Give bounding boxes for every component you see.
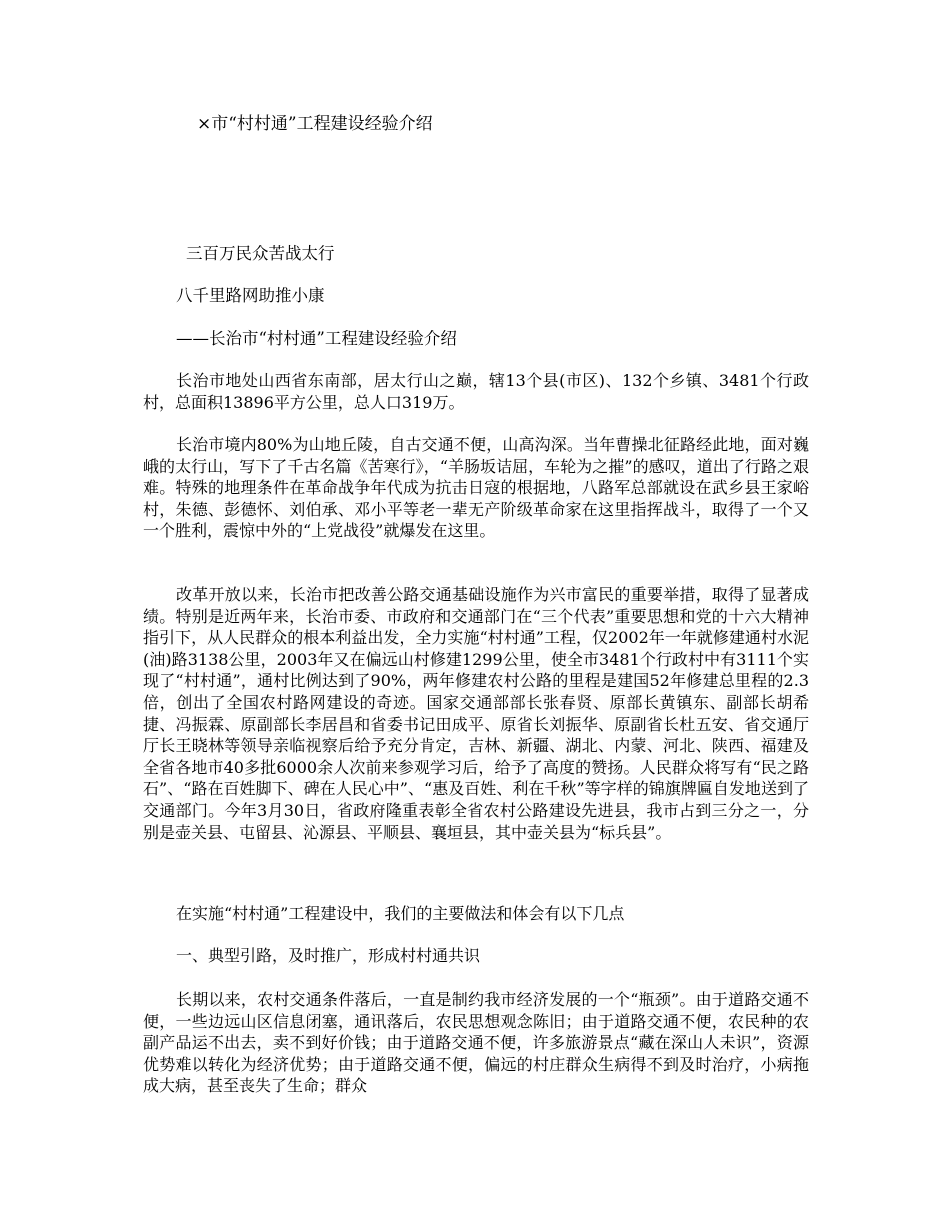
headline-line-2: 八千里路网助推小康 bbox=[176, 286, 325, 305]
paragraph-achievements: 改革开放以来，长治市把改善公路交通基础设施作为兴市富民的重要举措，取得了显著成绩。特别是近两年来，长治市委、市政府和交通部门在“三个代表”重要思想和党的十六大精神指引下，从人民群众的根本利益出发，全力实施“村村通”工程，仅2002年一年就修建通村水泥(油)路3138公里，2003年又在偏远山村修建1299公里，使全市3481个行政村中有3111个实现了“村村通”，通村比例达到了90%，两年修建农村公路的里程是建国52年修建总里程的2.3倍，创出了全国农村路网建设的奇迹。国家交通部部长张春贤、原部长黄镇东、副部长胡希捷、冯振霖、原副部长李居昌和省委书记田成平、原省长刘振华、原副省长杜五安、省交通厅厅长王晓林等领导亲临视察后给予充分肯定，吉林、新疆、湖北、内蒙、河北、陕西、福建及全省各地市40多批6000余人次前来参观学习后，给予了高度的赞扬。人民群众将写有“民之路石”、“路在百姓脚下、碑在人民心中”、“惠及百姓、利在千秋”等字样的锦旗牌匾自发地送到了交通部门。今年3月30日，省政府隆重表彰全省农村公路建设先进县，我市占到三分之一，分别是壶关县、屯留县、沁源县、平顺县、襄垣县，其中壶关县为“标兵县”。 bbox=[143, 585, 809, 842]
section-heading-1: 一、典型引路，及时推广，形成村村通共识 bbox=[176, 946, 481, 965]
paragraph-geography-history: 长治市境内80%为山地丘陵，自古交通不便，山高沟深。当年曹操北征路经此地，面对巍峨的太行山，写下了千古名篇《苦寒行》，“羊肠坂诘屈，车轮为之摧”的感叹，道出了行路之艰难。特殊的地理条件在革命战争年代成为抗击日寇的根据地，八路军总部就设在武乡县王家峪村，朱德、彭德怀、刘伯承、邓小平等老一辈无产阶级革命家在这里指挥战斗，取得了一个又一个胜利，震惊中外的“上党战役”就爆发在这里。 bbox=[143, 435, 809, 541]
paragraph-city-overview: 长治市地处山西省东南部，居太行山之巅，辖13个县(市区)、132个乡镇、3481个行政村，总面积13896平方公里，总人口319万。 bbox=[143, 371, 809, 412]
paragraph-practices-intro: 在实施“村村通”工程建设中，我们的主要做法和体会有以下几点 bbox=[176, 904, 625, 923]
headline-subtitle: ——长治市“村村通”工程建设经验介绍 bbox=[176, 329, 457, 348]
document-title: ×市“村村通”工程建设经验介绍 bbox=[197, 114, 433, 134]
paragraph-traffic-bottleneck: 长期以来，农村交通条件落后，一直是制约我市经济发展的一个“瓶颈”。由于道路交通不便，一些边远山区信息闭塞，通讯落后，农民思想观念陈旧；由于道路交通不便，农民种的农副产品运不出去，卖不到好价钱；由于道路交通不便，许多旅游景点“藏在深山人未识”，资源优势难以转化为经济优势；由于道路交通不便，偏远的村庄群众生病得不到及时治疗，小病拖成大病，甚至丧失了生命；群众 bbox=[143, 990, 809, 1096]
headline-line-1: 三百万民众苦战太行 bbox=[186, 244, 335, 263]
